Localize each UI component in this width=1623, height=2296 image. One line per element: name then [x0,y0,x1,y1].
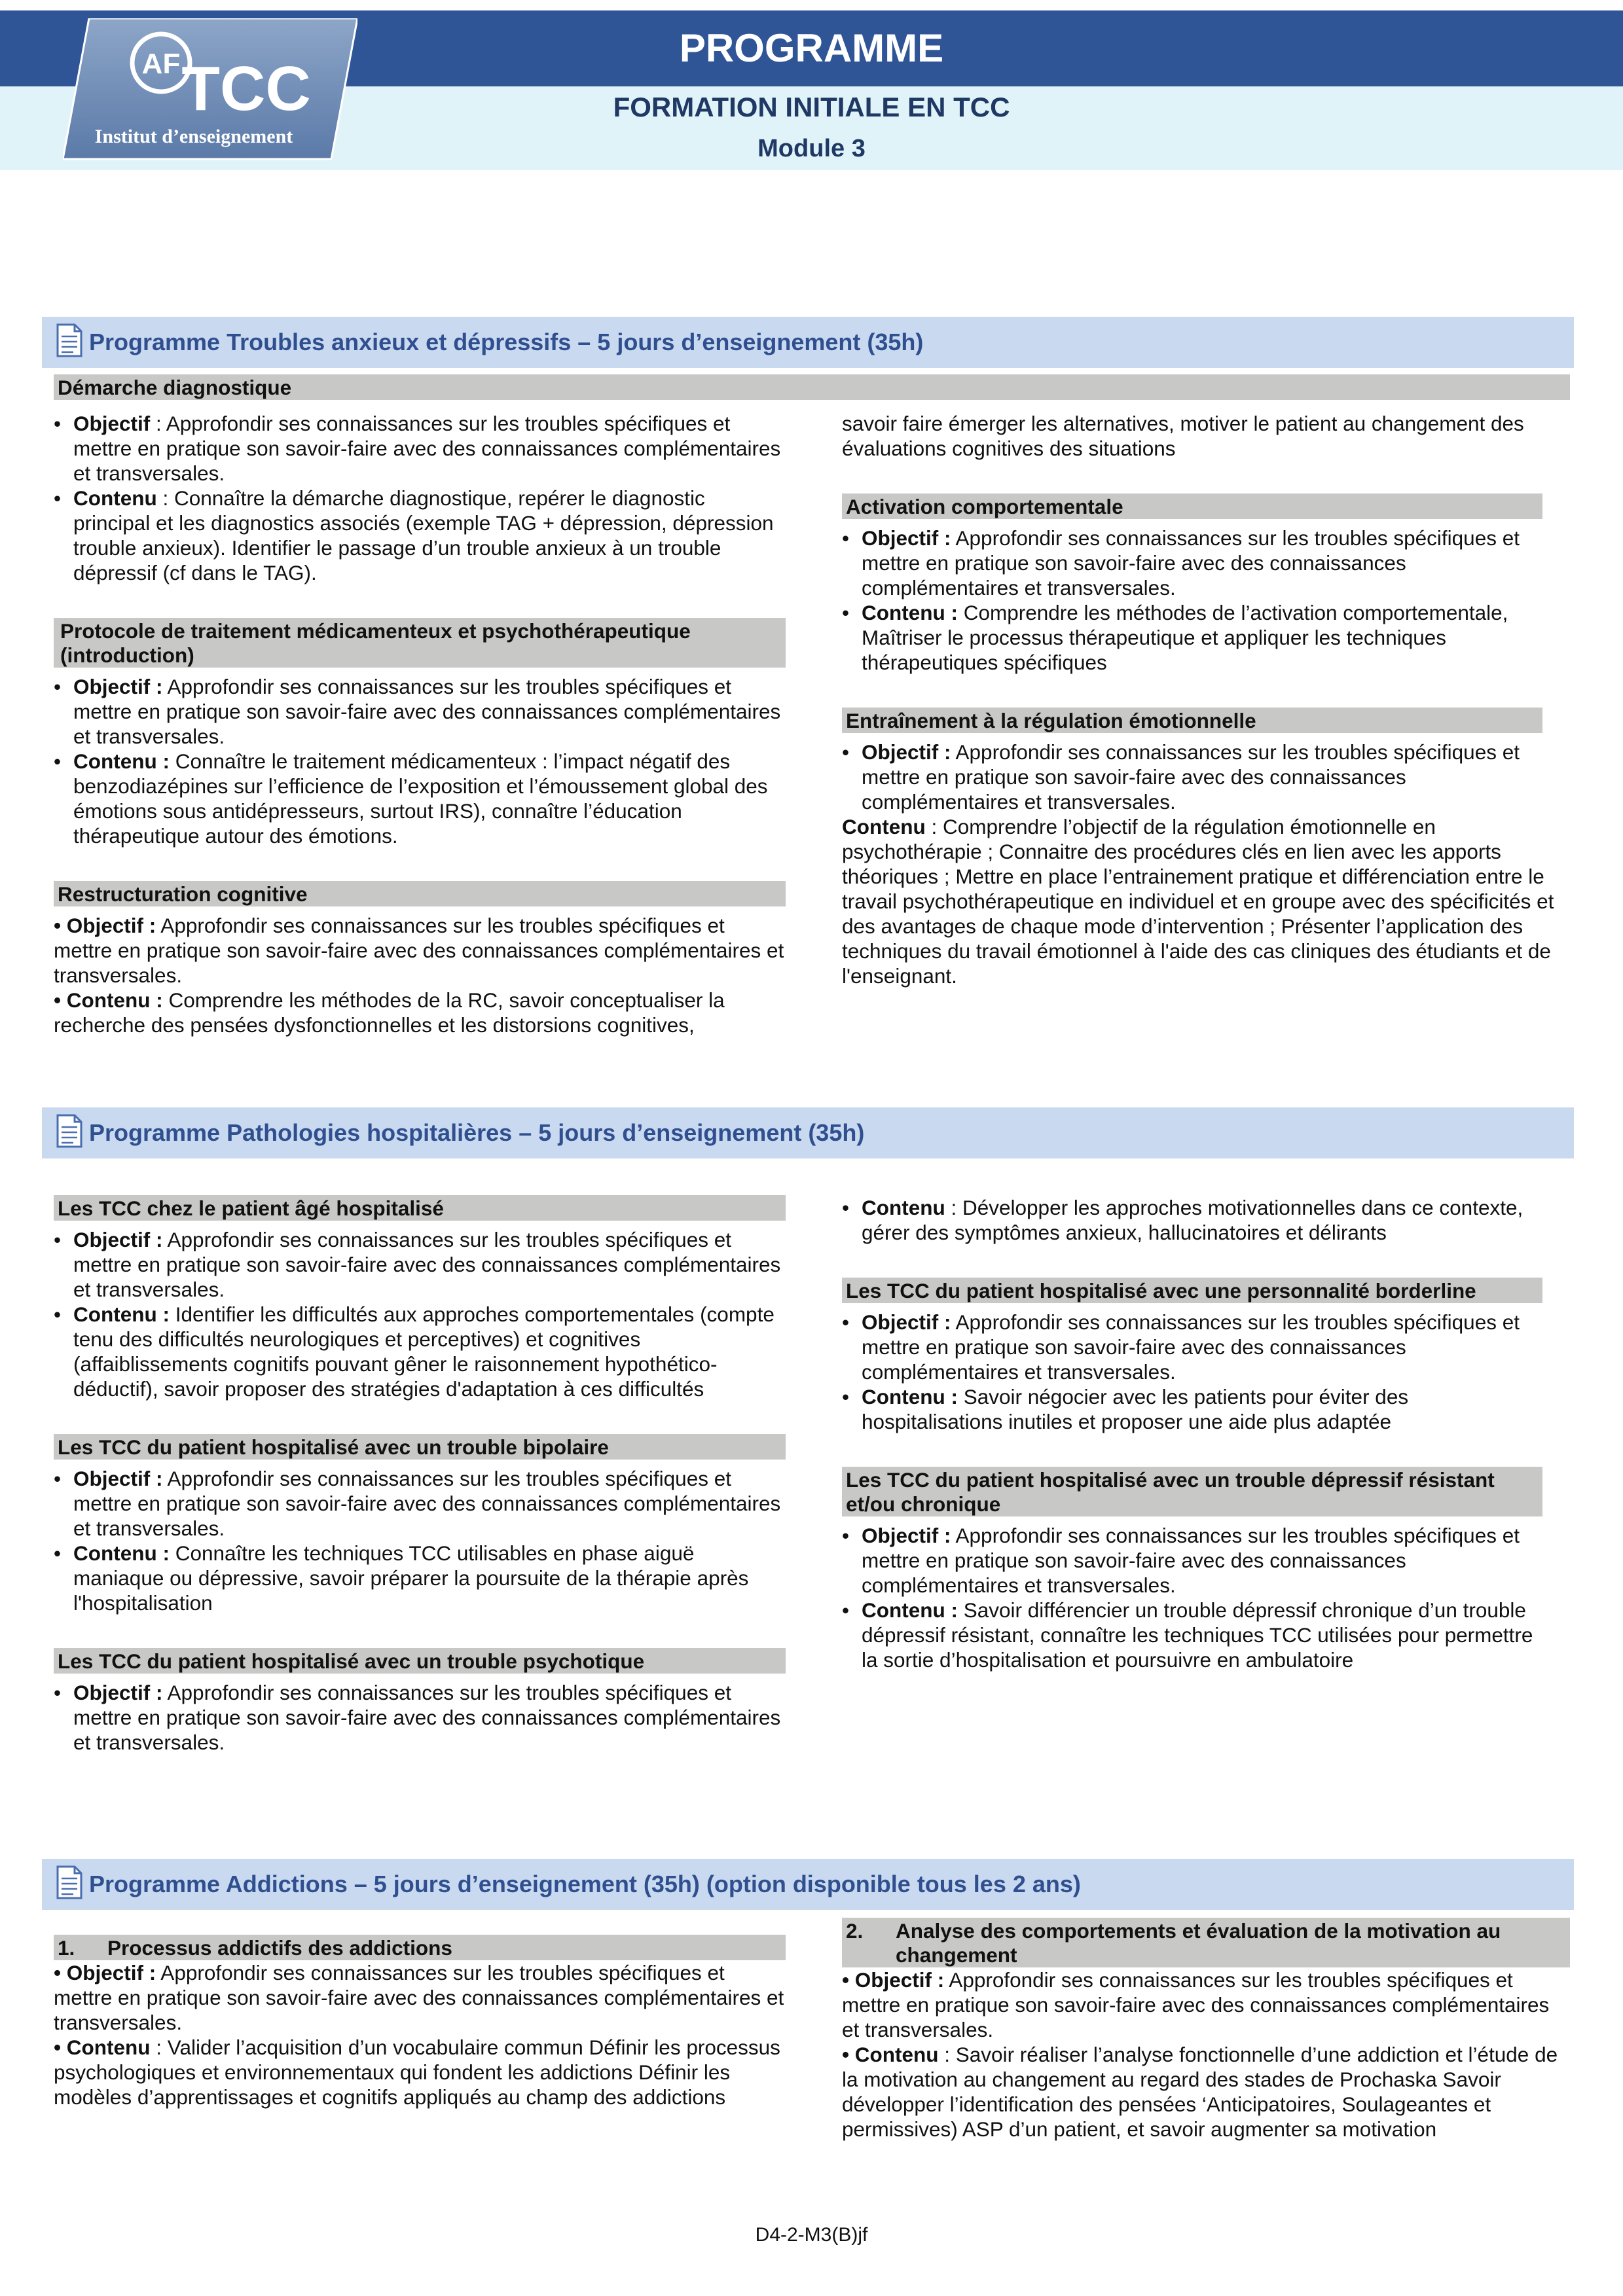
list-item: • Objectif : Approfondir ses connaissances sur les troubles spécifiques et mettre en pratique son savoir-faire avec des connaissances complémentaires et transversales. [54,1227,786,1302]
paragraph: • Objectif : Approfondir ses connaissances sur les troubles spécifiques et mettre en pratique son savoir-faire avec des connaissances complémentaires et transversales. [54,914,784,987]
list-item: • Objectif : Approfondir ses connaissances sur les troubles spécifiques et mettre en pratique son savoir-faire avec des connaissances complémentaires et transversales. [54,1680,786,1755]
page-title: PROGRAMME [679,26,944,70]
section3-left-column [54,1935,786,2109]
subheading: Activation comportementale [842,493,1542,519]
subheading-text: Processus addictifs des addictions [107,1936,452,1960]
full-width-heading [54,374,1570,400]
list-item: • Contenu : Savoir négocier avec les patients pour éviter des hospitalisations inutiles et proposer une aide plus adaptée [842,1384,1542,1434]
section2-left-column [54,1195,786,1787]
subheading: Les TCC du patient hospitalisé avec une personnalité borderline [842,1278,1542,1303]
section-header-pathologies-hospitalieres [42,1107,1574,1158]
paragraph: • Objectif : Approfondir ses connaissances sur les troubles spécifiques et mettre en pratique son savoir-faire avec des connaissances complémentaires et transversales. [842,1968,1550,2041]
subheading: Les TCC du patient hospitalisé avec un trouble dépressif résistant et/ou chronique [842,1467,1542,1516]
list-item: • Objectif : Approfondir ses connaissances sur les troubles spécifiques et mettre en pratique son savoir-faire avec des connaissances complémentaires et transversales. [54,674,786,749]
logo-mark: AF [141,48,181,80]
logo-tagline: Institut d’enseignement [94,126,293,147]
list-item: • Contenu : Développer les approches motivationnelles dans ce contexte, gérer des symptômes anxieux, hallucinatoires et délirants [842,1195,1542,1245]
list-item: • Contenu : Connaître le traitement médicamenteux : l’impact négatif des benzodiazépines sur l’efficience de l’exposition et l’émoussement global des émotions sous antidépresseurs, surtout IRS), connaître l’éducation thérapeutique autour des émotions. [54,749,786,848]
content-block [842,493,1542,675]
list-item: • Objectif : Approfondir ses connaissances sur les troubles spécifiques et mettre en pratique son savoir-faire avec des connaissances complémentaires et transversales. [842,1310,1542,1384]
content-block [54,618,786,848]
paragraph: savoir faire émerger les alternatives, motiver le patient au changement des évaluations cognitives des situations [842,412,1524,460]
subheading-number: 2. [846,1919,864,1943]
content-block [54,411,786,585]
module-title: Module 3 [757,135,866,162]
list-item: • Objectif : Approfondir ses connaissances sur les troubles spécifiques et mettre en pratique son savoir-faire avec des connaissances complémentaires et transversales. [54,411,786,486]
subheading-text: Analyse des comportements et évaluation de la motivation au changement [896,1919,1501,1967]
section-title: Programme Troubles anxieux et dépressifs – 5 jours d’enseignement (35h) [89,329,924,355]
subheading-number: 1. [58,1936,75,1960]
subheading: Les TCC chez le patient âgé hospitalisé [54,1195,786,1221]
paragraph: Contenu : Comprendre l’objectif de la régulation émotionnelle en psychothérapie ; Connaitre des procédures clés en lien avec les apports théoriques ; Mettre en place l’entrainement pratique et différenciation entre le travail psychothérapeutique en individuel et en groupe avec des spécificités et des avantages de chaque mode d’intervention ; Présenter l’application des techniques du travail émotionnel à l'aide des cas cliniques des étudiants et de l'enseignant. [842,815,1554,988]
paragraph: • Contenu : Savoir réaliser l’analyse fonctionnelle d’une addiction et l’étude de la motivation au changement au regard des stades de Prochaska Savoir développer l’identification des pensées ‘Anticipatoires, Soulageantes et permissives) ASP d’un patient, et savoir augmenter sa motivation [842,2043,1558,2141]
list-item: • Objectif : Approfondir ses connaissances sur les troubles spécifiques et mettre en pratique son savoir-faire avec des connaissances complémentaires et transversales. [54,1466,786,1541]
document-code: D4-2-M3(B)jf [755,2224,868,2246]
list-item: • Contenu : Connaître la démarche diagnostique, repérer le diagnostic principal et les diagnostics associés (exemple TAG + dépression, dépression trouble anxieux). Identifier le passage d’un trouble anxieux à un trouble dépressif (cf dans le TAG). [54,486,786,585]
section2-right-column [842,1195,1542,1705]
subheading: Entraînement à la régulation émotionnelle [842,708,1542,733]
content-block [54,1434,786,1615]
formation-title: FORMATION INITIALE EN TCC [613,92,1010,122]
content-block [54,1648,786,1755]
section-header-troubles-anxieux [42,317,1574,368]
content-block [54,881,786,1037]
section-title: Programme Addictions – 5 jours d’enseignement (35h) (option disponible tous les 2 ans) [89,1871,1081,1897]
paragraph: • Objectif : Approfondir ses connaissances sur les troubles spécifiques et mettre en pratique son savoir-faire avec des connaissances complémentaires et transversales. [54,1961,784,2034]
content-block [842,708,1570,988]
content-block [54,1195,786,1401]
section-title: Programme Pathologies hospitalières – 5 jours d’enseignement (35h) [89,1119,865,1146]
paragraph: • Contenu : Valider l’acquisition d’un vocabulaire commun Définir les processus psychologiques et environnementaux qui fondent les addictions Définir les modèles d’apprentissages et cognitifs appliqués au champ des addictions [54,2036,780,2109]
list-item: • Objectif : Approfondir ses connaissances sur les troubles spécifiques et mettre en pratique son savoir-faire avec des connaissances complémentaires et transversales. [842,740,1542,814]
logo-name: TCC [181,54,311,124]
document-icon [56,1865,82,1899]
section3-right-column [842,1918,1570,2142]
list-item: • Contenu : Identifier les difficultés aux approches comportementales (compte tenu des difficultés neurologiques et perceptives) et cognitives (affaiblissements cognitifs pouvant gêner le raisonnement hypothético-déductif), savoir proposer des stratégies d'adaptation à ces difficultés [54,1302,786,1401]
content-block [842,1278,1542,1434]
list-item: • Objectif : Approfondir ses connaissances sur les troubles spécifiques et mettre en pratique son savoir-faire avec des connaissances complémentaires et transversales. [842,1523,1542,1598]
subheading: Restructuration cognitive [54,881,786,906]
paragraph: • Contenu : Comprendre les méthodes de la RC, savoir conceptualiser la recherche des pensées dysfonctionnelles et les distorsions cognitives, [54,988,725,1037]
document-icon [56,323,82,357]
subheading: Protocole de traitement médicamenteux et psychothérapeutique (introduction) [54,618,786,668]
content-block [842,1467,1542,1672]
section-header-addictions [42,1859,1574,1910]
subheading: Démarche diagnostique [54,374,1570,400]
subheading: Les TCC du patient hospitalisé avec un trouble psychotique [54,1648,786,1674]
subheading [842,1918,1570,1967]
section1-left-column [54,411,786,1070]
list-item: • Contenu : Comprendre les méthodes de l’activation comportementale, Maîtriser le processus thérapeutique et appliquer les techniques thérapeutiques spécifiques [842,600,1542,675]
subheading [54,1935,786,1960]
document-icon [56,1114,82,1148]
list-item: • Objectif : Approfondir ses connaissances sur les troubles spécifiques et mettre en pratique son savoir-faire avec des connaissances complémentaires et transversales. [842,526,1542,600]
list-item: • Contenu : Connaître les techniques TCC utilisables en phase aiguë maniaque ou dépressive, savoir préparer la poursuite de la thérapie après l'hospitalisation [54,1541,786,1615]
section1-right-column [842,411,1570,1021]
subheading: Les TCC du patient hospitalisé avec un trouble bipolaire [54,1434,786,1460]
list-item: • Contenu : Savoir différencier un trouble dépressif chronique d’un trouble dépressif résistant, connaître les techniques TCC utilisées pour permettre la sortie d’hospitalisation et poursuivre en ambulatoire [842,1598,1542,1672]
